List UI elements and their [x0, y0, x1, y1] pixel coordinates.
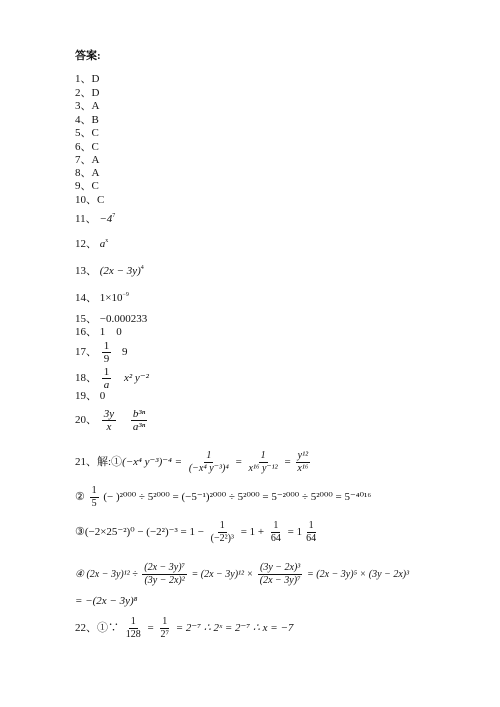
q16-expr: 1 0 [99, 326, 122, 338]
q13-expr: (2x − 3y) [99, 265, 141, 277]
answers-heading: 答案: [75, 50, 101, 62]
q21-s4-f2-denominator: (2x − 3y)⁷ [259, 575, 301, 586]
answer-11 [75, 212, 115, 226]
q17-prefix: 17、 [75, 346, 97, 359]
answer-21-step-3 [75, 520, 320, 545]
q18-denominator: a [103, 379, 110, 391]
q22-fraction-1 [124, 616, 143, 641]
q21-s3-fraction-1 [209, 520, 236, 545]
q22-prefix: 22、①∵ [75, 622, 119, 635]
answer-21-step-4 [75, 562, 409, 587]
q21-s3-f1-denominator: (−2²)³ [210, 533, 234, 544]
answer-4: 4、B [75, 114, 99, 126]
q21-s1-f1-numerator: 1 [206, 450, 212, 461]
q20-f2-denominator: a³ⁿ [132, 421, 146, 433]
q11-sup: 7 [112, 213, 116, 219]
q21-s2-fraction [90, 485, 99, 510]
q21-s1-mid: = [235, 456, 242, 469]
q14-sup: −9 [122, 292, 129, 298]
answer-3: 3、A [75, 100, 100, 112]
q21-s3-mid: = 1 + [240, 526, 265, 539]
answer-6: 6、C [75, 141, 99, 153]
q17-fraction [102, 340, 112, 365]
answer-13 [75, 264, 144, 278]
q21-s2-label: ② [75, 491, 85, 504]
q14-expr: 1×10 [99, 292, 123, 304]
q21-s1-f3-numerator: y¹² [297, 450, 309, 461]
q21-s1-eq: = [284, 456, 291, 469]
q21-s2-denominator: 5 [91, 498, 97, 509]
answer-5: 5、C [75, 127, 99, 139]
q17-numerator: 1 [103, 340, 110, 352]
answer-16 [75, 325, 122, 339]
q11-prefix: 11、 [75, 213, 97, 225]
answer-19 [75, 389, 105, 403]
q21-s4-fraction-2 [258, 562, 303, 587]
q11-expr: −4 [99, 213, 113, 225]
q22-eq: = [147, 622, 154, 635]
q21-s4-f1-numerator: (2x − 3y)⁷ [144, 562, 185, 573]
q21-s3-f2-denominator: 64 [270, 533, 281, 544]
q15-expr: −0.000233 [99, 313, 148, 325]
q15-prefix: 15、 [75, 313, 97, 325]
q21-s4-f1-denominator: (3y − 2x)² [144, 575, 185, 586]
q21-s3-fraction-2 [269, 520, 283, 545]
q21-s2-expr: (− )²⁰⁰⁰ ÷ 5²⁰⁰⁰ = (−5⁻¹)²⁰⁰⁰ ÷ 5²⁰⁰⁰ = 5⁻²⁰⁰⁰ ÷ 5²⁰⁰⁰ = 5⁻⁴⁰¹⁶ [103, 491, 372, 504]
q21-s3-fraction-3 [304, 520, 318, 545]
q20-prefix: 20、 [75, 414, 97, 427]
answer-21-step-2 [75, 485, 371, 510]
q22-fraction-2 [158, 616, 171, 641]
q18-fraction [102, 366, 112, 391]
q22-f2-denominator: 2⁷ [160, 629, 169, 640]
q21-s1-f2-denominator: x¹⁶ y⁻¹² [248, 463, 278, 474]
answer-7: 7、A [75, 154, 100, 166]
answer-21-step-5: = −(2x − 3y)⁸ [75, 595, 138, 607]
answer-1: 1、D [75, 73, 100, 85]
answer-8: 8、A [75, 167, 100, 179]
q17-denominator: 9 [103, 353, 110, 365]
q21-s2-numerator: 1 [91, 485, 97, 496]
q19-prefix: 19、 [75, 390, 97, 402]
q21-s1-f3-denominator: x¹⁶ [297, 463, 309, 474]
q21-s3-expr: ③(−2×25⁻²)⁰ − (−2²)⁻³ = 1 − [75, 526, 204, 539]
q21-s4-mid: = (2x − 3y)¹² × [191, 568, 254, 580]
q18-after: x² y⁻² [124, 372, 149, 385]
q21-s3-f3-denominator: 64 [306, 533, 317, 544]
q21-s3-f1-numerator: 1 [219, 520, 225, 531]
q19-expr: 0 [99, 390, 106, 402]
answer-21-step-1 [75, 450, 312, 475]
q21-s1-f1-denominator: (−x⁴ y⁻³)⁴ [188, 463, 229, 474]
q20-fraction-1 [102, 408, 116, 433]
q22-f2-numerator: 1 [162, 616, 168, 627]
q18-numerator: 1 [103, 366, 110, 378]
q18-prefix: 18、 [75, 372, 97, 385]
q21-s1-fraction-2 [247, 450, 280, 475]
q16-prefix: 16、 [75, 326, 97, 338]
q20-f2-numerator: b³ⁿ [132, 408, 146, 420]
q21-s3-f3-numerator: 1 [308, 520, 314, 531]
answer-12 [75, 237, 108, 251]
answer-18 [75, 366, 149, 391]
q21-s3-end: = 1 [287, 526, 303, 539]
q17-after: 9 [122, 346, 128, 359]
q21-s1-f2-numerator: 1 [260, 450, 266, 461]
q13-prefix: 13、 [75, 265, 97, 277]
answer-20 [75, 408, 149, 433]
q12-sup: x [105, 238, 109, 244]
q21-s4-end: = (2x − 3y)⁵ × (3y − 2x)³ [307, 568, 410, 580]
answer-9: 9、C [75, 180, 99, 192]
q21-s4-expr: ④ (2x − 3y)¹² ÷ [75, 568, 138, 580]
q20-f1-denominator: x [106, 421, 112, 433]
q22-f1-numerator: 1 [130, 616, 136, 627]
q21-s3-f2-numerator: 1 [273, 520, 279, 531]
answer-10: 10、C [75, 194, 105, 206]
q12-expr: a [99, 238, 106, 250]
q21-s1-fraction-1 [187, 450, 231, 475]
q21-s4-f2-numerator: (3y − 2x)³ [260, 562, 301, 573]
answer-22 [75, 616, 293, 641]
q21-prefix: 21、解:① [75, 456, 123, 469]
q21-s1: (−x⁴ y⁻³)⁻⁴ = [122, 456, 183, 469]
answer-17 [75, 340, 128, 365]
answer-15 [75, 312, 147, 326]
q14-prefix: 14、 [75, 292, 97, 304]
q20-fraction-2 [131, 408, 147, 433]
answer-14 [75, 291, 129, 305]
q21-s1-fraction-3 [295, 450, 310, 475]
q12-prefix: 12、 [75, 238, 97, 250]
q21-s4-fraction-1 [142, 562, 187, 587]
q13-sup: 4 [140, 265, 144, 271]
q20-f1-numerator: 3y [103, 408, 115, 420]
answer-2: 2、D [75, 87, 100, 99]
q22-f1-denominator: 128 [125, 629, 141, 640]
q22-rest: = 2⁻⁷ ∴ 2ˣ = 2⁻⁷ ∴ x = −7 [175, 622, 294, 635]
